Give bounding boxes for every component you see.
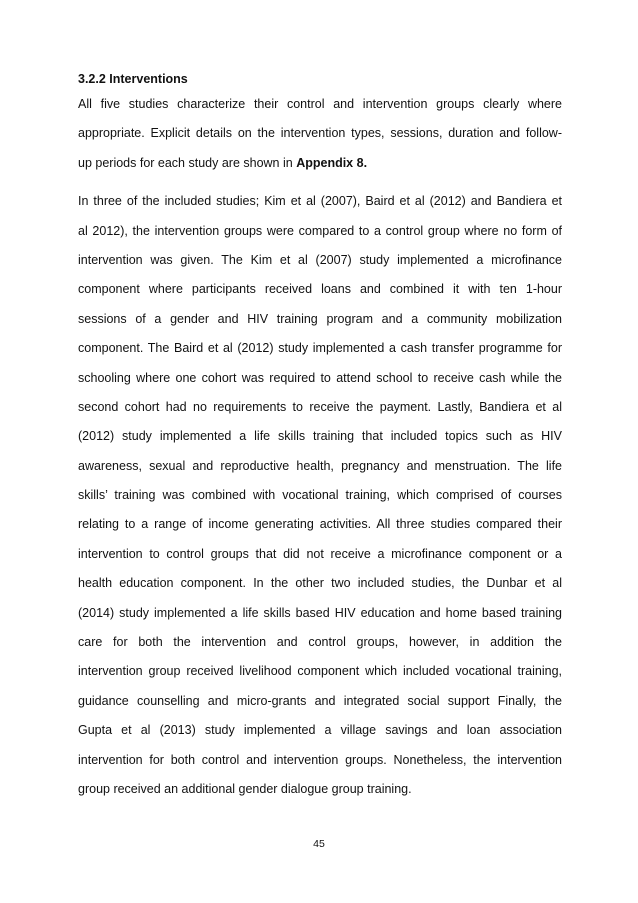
- text-line: relating to a range of income generating activities. All three studies compared their: [78, 517, 562, 532]
- text-line: group received an additional gender dialogue group training.: [78, 781, 412, 796]
- appendix-reference-period: .: [363, 155, 368, 170]
- page-number: 45: [313, 838, 325, 850]
- text-line: guidance counselling and micro-grants and integrated social support Finally, the: [78, 693, 562, 708]
- text-line: health education component. In the other two included studies, the Dunbar et al: [78, 576, 562, 591]
- text-line: [78, 155, 562, 184]
- text-line: intervention to control groups that did not receive a microfinance component or a: [78, 546, 562, 561]
- body-text: [78, 96, 562, 810]
- text-line-part: up periods for each study are shown in: [78, 155, 297, 170]
- text-line: sessions of a gender and HIV training program and a community mobilization: [78, 311, 562, 326]
- text-line: component. The Baird et al (2012) study implemented a cash transfer programme for: [78, 341, 562, 356]
- text-line: appropriate. Explicit details on the intervention types, sessions, duration and follow-: [78, 126, 562, 141]
- text-line: (2012) study implemented a life skills training that included topics such as HIV: [78, 429, 562, 444]
- section-heading: 3.2.2 Interventions: [78, 72, 188, 86]
- text-line: care for both the intervention and control groups, however, in addition the: [78, 635, 562, 650]
- text-line: skills’ training was combined with vocational training, which comprised of courses: [78, 488, 562, 503]
- text-line: intervention was given. The Kim et al (2007) study implemented a microfinance: [78, 252, 562, 267]
- text-line: schooling where one cohort was required to attend school to receive cash while the: [78, 370, 562, 385]
- text-line: intervention for both control and intervention groups. Nonetheless, the intervention: [78, 752, 562, 767]
- text-line: Gupta et al (2013) study implemented a village savings and loan association: [78, 723, 562, 738]
- text-line: awareness, sexual and reproductive health, pregnancy and menstruation. The life: [78, 458, 562, 473]
- text-line: (2014) study implemented a life skills based HIV education and home based training: [78, 605, 562, 620]
- text-line: intervention group received livelihood component which included vocational training,: [78, 664, 562, 679]
- text-line: second cohort had no requirements to receive the payment. Lastly, Bandiera et al: [78, 399, 562, 414]
- text-line: In three of the included studies; Kim et al (2007), Baird et al (2012) and Bandiera et: [78, 194, 562, 209]
- text-line: All five studies characterize their control and intervention groups clearly where: [78, 97, 562, 111]
- text-line: component where participants received loans and combined it with ten 1-hour: [78, 282, 562, 297]
- text-line: al 2012), the intervention groups were compared to a control group where no form of: [78, 223, 562, 238]
- appendix-reference: Appendix 8: [296, 155, 364, 170]
